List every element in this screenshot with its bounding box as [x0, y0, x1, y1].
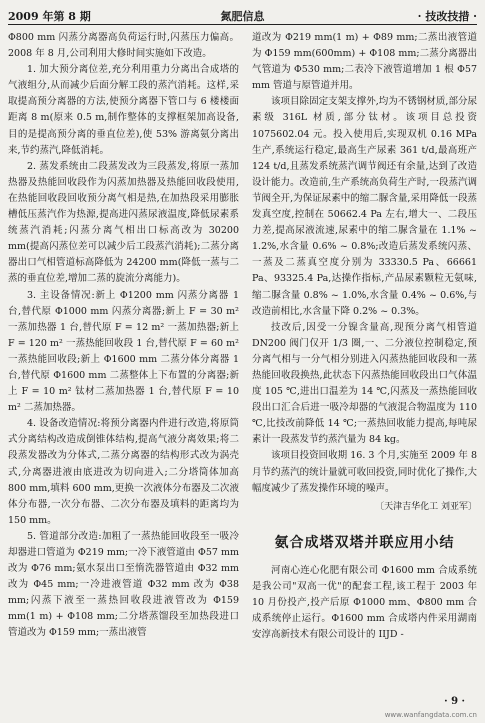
paragraph: Φ800 mm 闪蒸分离器高负荷运行时,闪蒸压力偏高。2008 年 8 月,公司利用大修时间实施如下改造。 — [8, 32, 239, 60]
paragraph: 该项目投资回收期 16. 3 个月,实施至 2009 年 8 月节约蒸汽的统计量就可收回投资,同时优化了操作,大幅度减少了蒸发操作环境的噪声。 — [252, 450, 477, 494]
paragraph: 该项目除固定支架支撑外,均为不锈钢材质,部分尿素级 316L 材质,部分钛材。该项目总投资 1075602.04 元。投入使用后,实现双机 0.16 MPa 生产,系统运行稳定,最高生产尿素 361 t/d,最高班产 124 t/d,且蒸发系统蒸汽调节阀还有余量,达到了改造设计能力。改造前,生产系统高负荷生产时,一段蒸汽调节阀全开,为保证尿素中的缩二脲含量,采用降低一段蒸发真空度,控制在 50662.4 Pa 左右,增大一、二段压力差,提高尿液流速,尿素中的缩二脲含量在 1.1% ~ 1.2%,水含量 0.6% ~ 0.8%;改造后蒸发系统闪蒸、一蒸及二蒸真空度分别为 33330.5 Pa、66661 Pa、93325.4 Pa,达操作指标,产品尿素颗粒无氨味,缩二脲含量 0.8% ~ 1.0%,水含量 0.4% ~ 0.6%,与改造前相比,水含量下降 0.2% ~ 0.3%。 — [252, 96, 477, 317]
page-header — [8, 6, 477, 24]
page-number: · 9 · — [444, 696, 465, 707]
section-title: 氨合成塔双塔并联应用小结 — [274, 534, 455, 551]
paragraph: 5. 管道部分改造:加粗了一蒸热能回收段至一吸冷却器进口管道为 Φ219 mm;一冷下液管道由 Φ57 mm 改为 Φ76 mm;氨水泵出口至惰洗器管道由 Φ32 mm 改为 Φ45 mm;一冷进液管道 Φ32 mm 改为 Φ38 mm;闪蒸下液至一蒸热回收段进液管改为 Φ159 mm(1 m) + Φ108 mm;二分塔蒸馏段至加热段进口管道改为 Φ159 mm;一蒸出液管 — [8, 530, 239, 639]
paragraph: 1. 加大预分离位差,充分利用重力分离出合成塔的气液组分,从而减少后面分解工段的蒸汽消耗。这样,采取提高预分离器的方法,使预分离器下管口与 6 楼楼面距离 8 m(原来 0.5 m,制作整体的支撑框架加高设备,目的是提高预分离的垂直位差),使 53% 游离氨分离出来,节约蒸汽,降低消耗。 — [8, 64, 239, 156]
paragraph: 4. 设备改造情况:将预分离器内件进行改造,将原筒式分离结构改造成倒锥体结构,提高气液分离效果;将二段蒸发器改为分体式,二蒸分离器的结构形式改为涡壳式,分离器进液由底进改为切向进入;二分塔筒体加高 800 mm,填料 600 mm,更换一次液体分布器及二次液体分布器,一次分布器、二次分布器及填料的距离均为 150 mm。 — [8, 418, 239, 526]
paragraph: 2. 蒸发系统由二段蒸发改为三段蒸发,将原一蒸加热器及热能回收段作为闪蒸加热器及热能回收段使用,在热能回收段回收预分离气相是热,在加热段采用膨胀槽低压蒸汽作为热源,提高进闪蒸尿液温度,降低尿素系统蒸汽消耗;闪蒸分离气相出口标高改为 30200 mm(提高闪蒸位差可以减少后工段蒸汽消耗);二蒸分离器出口气相管道标高降低为 24200 mm(降低一蒸与二蒸的垂直位差,增加二蒸的旋流分离能力)。 — [8, 160, 239, 285]
paragraph: 技改后,因受一分镍含量高,现预分离气相管道 DN200 阀门仅开 1/3 圈,一、二分液位控制稳定,预分离气相与一分气相分别进入闪蒸热能回收段和一蒸热能回收段换热,此状态下闪蒸热能回收段出口气体温度 105 ℃,进出口温差为 14 ℃,闪蒸及一蒸热能回收段出口汇合后进一吸冷却器的气液混合物温度为 110 ℃,比技改前降低 14 ℃;一蒸热回收能力提高,每吨尿素计一段蒸发节约蒸汽量为 84 kg。 — [252, 321, 477, 446]
paragraph: 道改为 Φ219 mm(1 m) + Φ89 mm;二蒸出液管道为 Φ159 mm(600mm) + Φ108 mm;二蒸分离器出气管道为 Φ530 mm;二表冷下液管道增加 1 根 Φ57 mm 管道与原管道并用。 — [252, 32, 477, 92]
column-label: · 技改技措 · — [417, 10, 477, 23]
author-signature: 〔天津吉华化工 刘亚军〕 — [375, 501, 477, 512]
right-column — [252, 30, 477, 643]
journal-title: 氮肥信息 — [220, 10, 265, 23]
paragraph: 3. 主设备情况:新上 Φ1200 mm 闪蒸分离器 1 台,替代原 Φ1000 mm 闪蒸分离器;新上 F = 30 m² 一蒸加热器 1 台,替代原 F = 12 m² 一蒸加热器;新上 F = 120 m² 一蒸热能回收段 1 台,替代原 F = 60 m² 一蒸热能回收段;新上 Φ1600 mm 二蒸分体分离器 1 台,替代原 Φ1600 mm 二蒸整体上下布置的分离器;新上 F = 10 m² 钛材二蒸加热器 1 台,替代原 F = 10 m² 二蒸加热器。 — [8, 289, 239, 414]
left-column — [8, 30, 239, 642]
header-rule — [8, 24, 477, 25]
issue-label: 2009 年第 8 期 — [8, 10, 91, 23]
watermark: www.wanfangdata.com.cn — [384, 711, 477, 719]
paragraph: 河南心连心化肥有限公司 Φ1600 mm 合成系统是我公司"双高一优"的配套工程,该工程于 2003 年 10 月份投产,投产后原 Φ1000 mm、Φ800 mm 合成系统停止运行。Φ1600 mm 合成塔内件采用湖南安淳高新技术有限公司设计的 IIJD - — [252, 564, 477, 641]
